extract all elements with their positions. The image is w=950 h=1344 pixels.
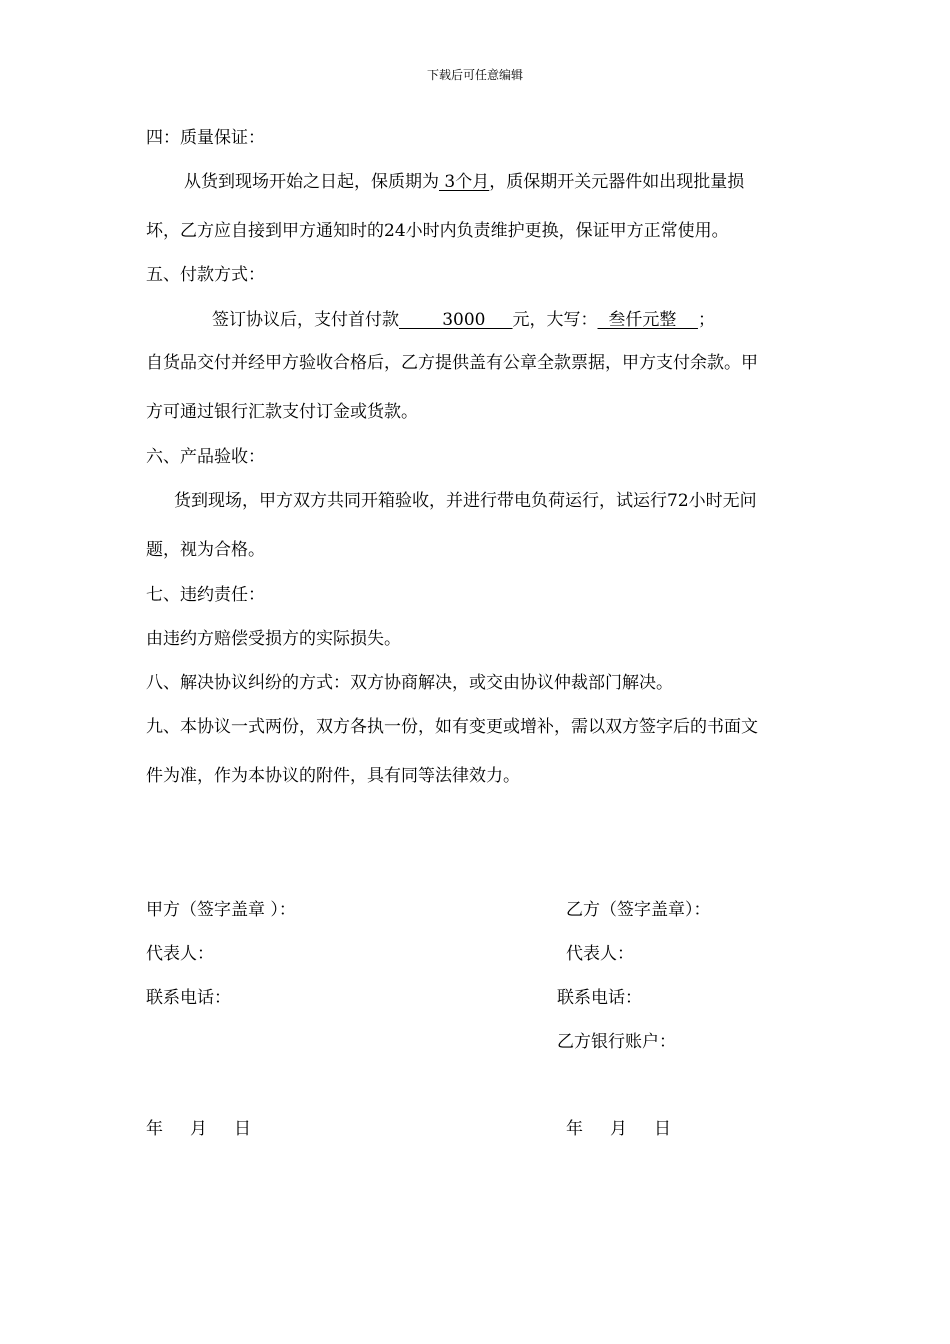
section-5-title: 五、付款方式： xyxy=(146,265,265,285)
section-6-line-1: 货到现场，甲方双方共同开箱验收，并进行带电负荷运行，试运行72小时无问 xyxy=(174,491,757,511)
section-7-line-1: 由违约方赔偿受损方的实际损失。 xyxy=(146,629,401,649)
party-b-date-label: 年 月 日 xyxy=(566,1119,672,1139)
section-4-text-a: 从货到现场开始之日起，保质期为 xyxy=(184,172,439,192)
section-5-line-3: 方可通过银行汇款支付订金或货款。 xyxy=(146,402,418,422)
section-5-line-1 xyxy=(212,310,715,330)
party-b-signature-label: 乙方（签字盖章）： xyxy=(566,900,711,920)
section-5-text-b: 元，大写： xyxy=(512,310,598,330)
section-4-line-2: 坏，乙方应自接到甲方通知时的24小时内负责维护更换，保证甲方正常使用。 xyxy=(146,221,729,241)
down-payment-in-words: 叁仟元整 xyxy=(597,310,698,330)
party-b-phone-label: 联系电话： xyxy=(557,988,642,1008)
section-6-title: 六、产品验收： xyxy=(146,447,265,467)
warranty-period: 3个月 xyxy=(439,172,490,192)
party-a-date-label: 年 月 日 xyxy=(146,1119,252,1139)
party-b-representative-label: 代表人： xyxy=(566,944,634,964)
section-5-line-2: 自货品交付并经甲方验收合格后，乙方提供盖有公章全款票据，甲方支付余款。甲 xyxy=(146,353,758,373)
section-7-title: 七、违约责任： xyxy=(146,585,265,605)
party-a-representative-label: 代表人： xyxy=(146,944,214,964)
section-4-title: 四：质量保证： xyxy=(146,128,265,148)
section-9-line-1: 九、本协议一式两份，双方各执一份，如有变更或增补，需以双方签字后的书面文 xyxy=(146,717,758,737)
party-a-phone-label: 联系电话： xyxy=(146,988,231,1008)
down-payment-amount: 3000 xyxy=(399,310,513,330)
section-8-line-1: 八、解决协议纠纷的方式：双方协商解决，或交由协议仲裁部门解决。 xyxy=(146,673,673,693)
section-6-line-2: 题，视为合格。 xyxy=(146,540,265,560)
section-4-text-b: ，质保期开关元器件如出现批量损 xyxy=(489,172,745,192)
section-5-text-a: 签订协议后，支付首付款 xyxy=(212,310,399,330)
page-header: 下载后可任意编辑 xyxy=(426,68,523,82)
party-a-signature-label: 甲方（签字盖章 ）： xyxy=(146,900,296,920)
section-9-line-2: 件为准，作为本协议的附件，具有同等法律效力。 xyxy=(146,766,520,786)
party-b-bank-account-label: 乙方银行账户： xyxy=(557,1032,676,1052)
section-4-line-1 xyxy=(184,172,744,192)
section-5-text-c: ； xyxy=(697,310,715,330)
